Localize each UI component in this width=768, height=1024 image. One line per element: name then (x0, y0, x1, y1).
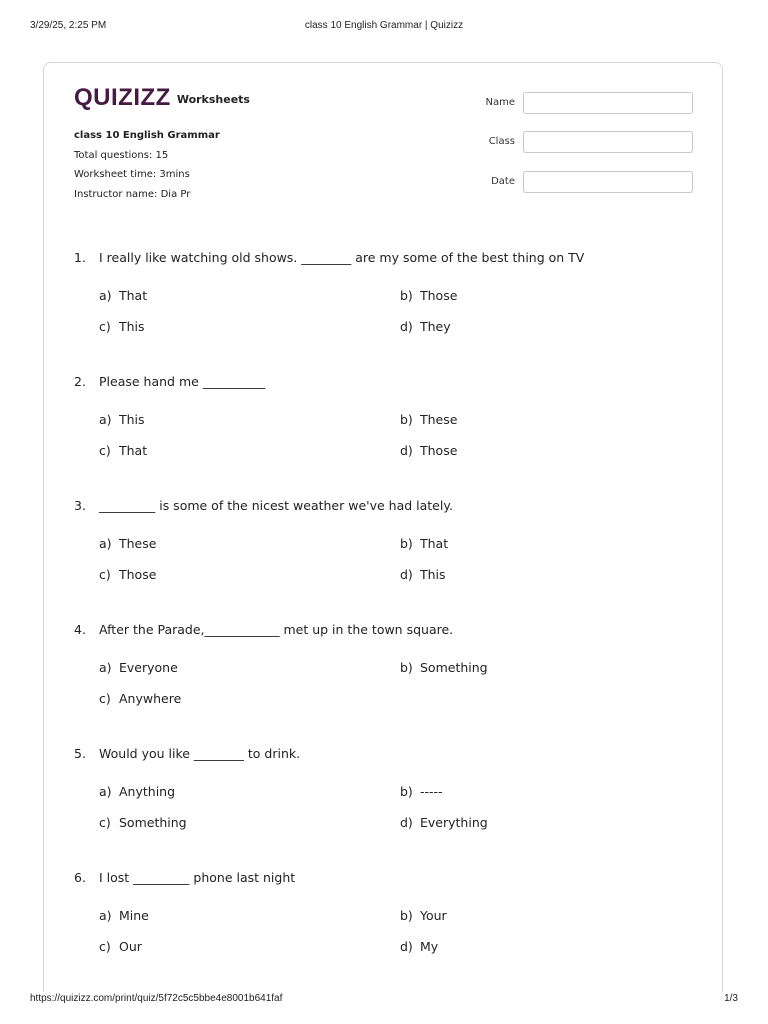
worksheet-title: class 10 English Grammar (74, 130, 220, 141)
option-a[interactable]: a) Anything (99, 784, 176, 799)
question-number: 5. (74, 746, 86, 761)
date-field[interactable] (523, 171, 693, 193)
question-number: 6. (74, 870, 86, 885)
option-c[interactable]: c) Something (99, 815, 187, 830)
question-text: I lost _________ phone last night (99, 870, 296, 885)
class-field[interactable] (523, 131, 693, 153)
logo-wordmark: QUIZIZZ (74, 84, 171, 111)
option-c[interactable]: c) That (99, 443, 148, 458)
option-b[interactable]: b) These (400, 412, 458, 427)
print-page-title: class 10 English Grammar | Quizizz (304, 20, 464, 31)
worksheet-header (44, 63, 722, 224)
worksheet-time: Worksheet time: 3mins (74, 169, 190, 180)
worksheet-sheet (43, 62, 723, 992)
print-header (30, 20, 738, 34)
question-number: 1. (74, 250, 86, 265)
question-text: _________ is some of the nicest weather we've had lately. (99, 498, 453, 513)
question-text: Would you like ________ to drink. (99, 746, 301, 761)
option-a[interactable]: a) These (99, 536, 157, 551)
question-text: After the Parade,____________ met up in the town square. (99, 622, 454, 637)
question-number: 4. (74, 622, 86, 637)
option-d[interactable]: d) They (400, 319, 451, 334)
option-c[interactable]: c) Those (99, 567, 157, 582)
option-d[interactable]: d) Everything (400, 815, 488, 830)
question-number: 2. (74, 374, 86, 389)
option-d[interactable]: d) Those (400, 443, 458, 458)
quizizz-logo (74, 83, 250, 113)
option-c[interactable]: c) Anywhere (99, 691, 182, 706)
option-d[interactable]: d) This (400, 567, 446, 582)
name-field[interactable] (523, 92, 693, 114)
date-label: Date (491, 176, 515, 187)
print-footer (30, 993, 738, 1007)
option-c[interactable]: c) This (99, 319, 145, 334)
option-b[interactable]: b) ----- (400, 784, 443, 799)
option-a[interactable]: a) Everyone (99, 660, 178, 675)
total-questions: Total questions: 15 (74, 149, 169, 161)
print-datetime: 3/29/25, 2:25 PM (30, 20, 107, 31)
name-label: Name (485, 97, 515, 108)
print-page-number: 1/3 (724, 993, 738, 1004)
logo-product: Worksheets (176, 92, 250, 106)
questions-area (44, 223, 722, 992)
option-a[interactable]: a) This (99, 412, 145, 427)
class-label: Class (488, 136, 515, 147)
question-text: Please hand me __________ (99, 374, 266, 389)
option-c[interactable]: c) Our (99, 939, 142, 954)
option-b[interactable]: b) That (400, 536, 449, 551)
print-url: https://quizizz.com/print/quiz/5f72c5c5bbe4e8001b641faf (30, 993, 283, 1004)
instructor-name: Instructor name: Dia Pr (74, 188, 191, 200)
option-a[interactable]: a) That (99, 288, 148, 303)
question-text: I really like watching old shows. ________ are my some of the best thing on TV (99, 250, 585, 265)
worksheet-meta (74, 126, 220, 204)
option-b[interactable]: b) Those (400, 288, 458, 303)
option-b[interactable]: b) Something (400, 660, 488, 675)
option-b[interactable]: b) Your (400, 908, 447, 923)
option-d[interactable]: d) My (400, 939, 439, 954)
option-a[interactable]: a) Mine (99, 908, 149, 923)
question-number: 3. (74, 498, 86, 513)
